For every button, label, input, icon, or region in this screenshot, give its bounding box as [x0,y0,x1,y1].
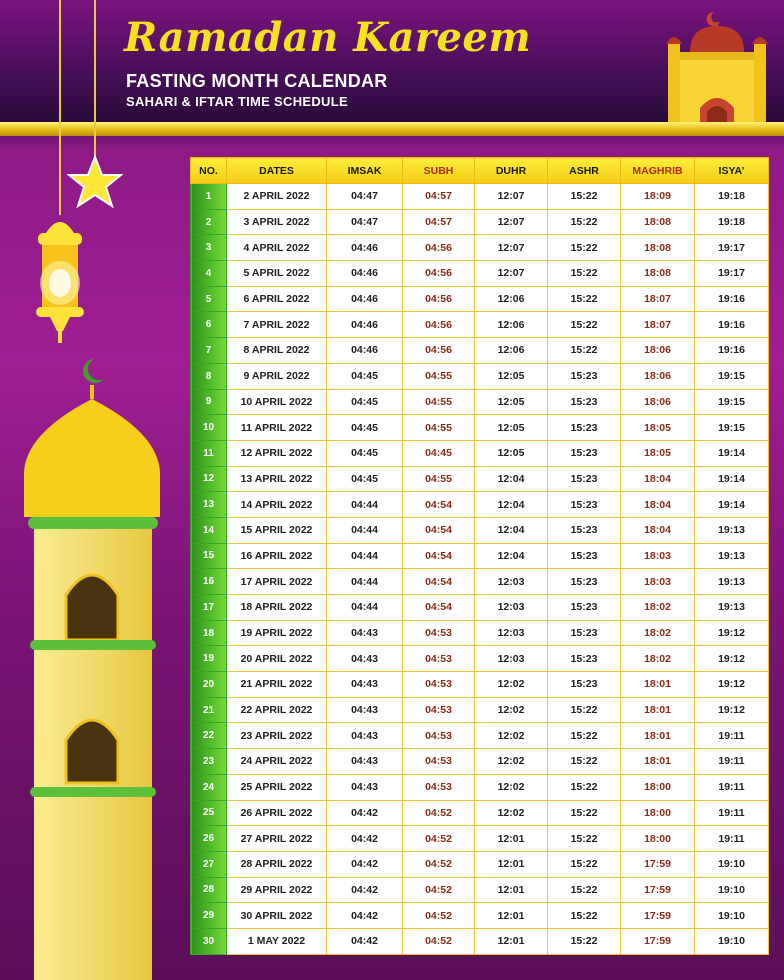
cell-maghrib: 18:06 [621,389,695,415]
cell-subh: 04:55 [403,466,475,492]
cell-isya: 19:13 [695,517,769,543]
cell-no: 16 [191,569,227,595]
cell-no: 12 [191,466,227,492]
cell-imsak: 04:44 [327,492,403,518]
prayer-time-table [190,157,769,955]
cell-imsak: 04:45 [327,466,403,492]
table-row [191,826,769,852]
cell-duhr: 12:01 [475,851,548,877]
table-row [191,466,769,492]
cell-ashr: 15:23 [548,389,621,415]
cell-no: 21 [191,697,227,723]
cell-date: 15 APRIL 2022 [227,517,327,543]
table-row [191,723,769,749]
cell-ashr: 15:23 [548,363,621,389]
table-row [191,517,769,543]
cell-subh: 04:55 [403,415,475,441]
cell-no: 27 [191,851,227,877]
cell-subh: 04:52 [403,903,475,929]
table-row [191,543,769,569]
cell-imsak: 04:42 [327,903,403,929]
table-header-row [191,158,769,184]
cell-ashr: 15:22 [548,774,621,800]
cell-duhr: 12:02 [475,800,548,826]
table-row [191,774,769,800]
cell-imsak: 04:42 [327,851,403,877]
cell-no: 26 [191,826,227,852]
cell-isya: 19:11 [695,749,769,775]
cell-subh: 04:57 [403,209,475,235]
cell-isya: 19:15 [695,389,769,415]
mosque-illustration-icon [660,4,772,124]
table-row [191,620,769,646]
cell-date: 13 APRIL 2022 [227,466,327,492]
cell-maghrib: 18:00 [621,774,695,800]
cell-ashr: 15:23 [548,569,621,595]
cell-no: 15 [191,543,227,569]
cell-imsak: 04:44 [327,543,403,569]
cell-no: 14 [191,517,227,543]
cell-isya: 19:15 [695,415,769,441]
cell-date: 16 APRIL 2022 [227,543,327,569]
cell-no: 20 [191,672,227,698]
cell-date: 7 APRIL 2022 [227,312,327,338]
cell-duhr: 12:07 [475,209,548,235]
cell-date: 10 APRIL 2022 [227,389,327,415]
cell-isya: 19:10 [695,851,769,877]
cell-subh: 04:53 [403,723,475,749]
cell-isya: 19:10 [695,903,769,929]
cell-subh: 04:54 [403,492,475,518]
cell-maghrib: 17:59 [621,903,695,929]
cell-duhr: 12:02 [475,749,548,775]
cell-imsak: 04:46 [327,312,403,338]
cell-duhr: 12:03 [475,595,548,621]
cell-maghrib: 18:04 [621,492,695,518]
cell-ashr: 15:22 [548,235,621,261]
column-header-duhr: DUHR [475,158,548,184]
cell-subh: 04:45 [403,440,475,466]
cell-subh: 04:56 [403,312,475,338]
cell-imsak: 04:45 [327,415,403,441]
cell-no: 11 [191,440,227,466]
cell-imsak: 04:47 [327,209,403,235]
cell-no: 18 [191,620,227,646]
cell-imsak: 04:43 [327,723,403,749]
cell-date: 29 APRIL 2022 [227,877,327,903]
cell-maghrib: 18:05 [621,440,695,466]
cell-maghrib: 18:01 [621,749,695,775]
cell-imsak: 04:47 [327,184,403,210]
column-header-maghrib: MAGHRIB [621,158,695,184]
column-header-isya: ISYA’ [695,158,769,184]
cell-date: 30 APRIL 2022 [227,903,327,929]
cell-isya: 19:16 [695,286,769,312]
table-row [191,261,769,287]
cell-date: 5 APRIL 2022 [227,261,327,287]
cell-ashr: 15:22 [548,903,621,929]
cell-date: 2 APRIL 2022 [227,184,327,210]
cell-ashr: 15:23 [548,595,621,621]
cell-maghrib: 18:07 [621,312,695,338]
table-row [191,672,769,698]
cell-subh: 04:53 [403,646,475,672]
cell-subh: 04:54 [403,543,475,569]
cell-duhr: 12:02 [475,723,548,749]
cell-duhr: 12:04 [475,517,548,543]
column-header-no: NO. [191,158,227,184]
cell-imsak: 04:46 [327,286,403,312]
table-row [191,800,769,826]
cell-ashr: 15:23 [548,543,621,569]
star-icon [67,155,123,209]
cell-isya: 19:12 [695,646,769,672]
cell-date: 3 APRIL 2022 [227,209,327,235]
cell-subh: 04:56 [403,338,475,364]
table-row [191,697,769,723]
cell-date: 27 APRIL 2022 [227,826,327,852]
hanging-string [59,0,61,215]
table-row [191,903,769,929]
cell-imsak: 04:45 [327,389,403,415]
cell-ashr: 15:22 [548,261,621,287]
cell-imsak: 04:46 [327,338,403,364]
cell-no: 8 [191,363,227,389]
cell-duhr: 12:05 [475,389,548,415]
cell-duhr: 12:02 [475,774,548,800]
cell-maghrib: 18:01 [621,723,695,749]
cell-maghrib: 17:59 [621,851,695,877]
cell-imsak: 04:43 [327,672,403,698]
cell-date: 20 APRIL 2022 [227,646,327,672]
cell-date: 8 APRIL 2022 [227,338,327,364]
cell-duhr: 12:04 [475,543,548,569]
column-header-subh: SUBH [403,158,475,184]
cell-no: 1 [191,184,227,210]
hanging-string [94,0,96,162]
table-row [191,286,769,312]
cell-subh: 04:52 [403,800,475,826]
cell-subh: 04:53 [403,672,475,698]
cell-duhr: 12:06 [475,286,548,312]
cell-maghrib: 18:03 [621,569,695,595]
cell-isya: 19:10 [695,928,769,954]
cell-duhr: 12:03 [475,569,548,595]
cell-maghrib: 18:04 [621,517,695,543]
cell-no: 4 [191,261,227,287]
cell-ashr: 15:22 [548,877,621,903]
cell-maghrib: 18:08 [621,235,695,261]
table-row [191,749,769,775]
cell-subh: 04:55 [403,389,475,415]
cell-duhr: 12:01 [475,877,548,903]
cell-maghrib: 17:59 [621,928,695,954]
page-subtitle: FASTING MONTH CALENDAR [126,71,388,91]
cell-ashr: 15:23 [548,440,621,466]
cell-duhr: 12:05 [475,415,548,441]
cell-ashr: 15:23 [548,672,621,698]
cell-ashr: 15:22 [548,826,621,852]
table-row [191,928,769,954]
cell-ashr: 15:23 [548,466,621,492]
cell-ashr: 15:23 [548,646,621,672]
schedule-table-container [190,157,768,955]
cell-no: 29 [191,903,227,929]
cell-isya: 19:18 [695,184,769,210]
cell-isya: 19:17 [695,235,769,261]
cell-isya: 19:16 [695,338,769,364]
cell-date: 6 APRIL 2022 [227,286,327,312]
cell-subh: 04:56 [403,261,475,287]
cell-subh: 04:54 [403,595,475,621]
cell-subh: 04:52 [403,928,475,954]
cell-duhr: 12:05 [475,440,548,466]
cell-maghrib: 18:02 [621,646,695,672]
cell-no: 30 [191,928,227,954]
cell-isya: 19:15 [695,363,769,389]
cell-duhr: 12:07 [475,235,548,261]
cell-ashr: 15:23 [548,415,621,441]
cell-no: 10 [191,415,227,441]
cell-maghrib: 18:08 [621,261,695,287]
cell-date: 14 APRIL 2022 [227,492,327,518]
cell-ashr: 15:22 [548,723,621,749]
cell-ashr: 15:22 [548,338,621,364]
gold-divider-bar [0,122,784,136]
cell-isya: 19:11 [695,774,769,800]
cell-subh: 04:53 [403,620,475,646]
cell-isya: 19:13 [695,569,769,595]
cell-subh: 04:55 [403,363,475,389]
cell-maghrib: 18:03 [621,543,695,569]
cell-isya: 19:12 [695,672,769,698]
cell-imsak: 04:42 [327,928,403,954]
table-row [191,492,769,518]
cell-ashr: 15:22 [548,928,621,954]
cell-ashr: 15:22 [548,697,621,723]
cell-subh: 04:53 [403,697,475,723]
cell-imsak: 04:45 [327,363,403,389]
cell-date: 11 APRIL 2022 [227,415,327,441]
cell-duhr: 12:01 [475,826,548,852]
column-header-imsak: IMSAK [327,158,403,184]
cell-isya: 19:11 [695,723,769,749]
cell-maghrib: 18:00 [621,826,695,852]
cell-isya: 19:10 [695,877,769,903]
cell-date: 21 APRIL 2022 [227,672,327,698]
cell-date: 17 APRIL 2022 [227,569,327,595]
cell-isya: 19:14 [695,466,769,492]
cell-no: 24 [191,774,227,800]
column-header-ashr: ASHR [548,158,621,184]
cell-subh: 04:53 [403,774,475,800]
cell-maghrib: 18:07 [621,286,695,312]
cell-duhr: 12:06 [475,338,548,364]
cell-no: 23 [191,749,227,775]
cell-imsak: 04:43 [327,646,403,672]
cell-maghrib: 18:01 [621,697,695,723]
cell-no: 9 [191,389,227,415]
cell-imsak: 04:43 [327,697,403,723]
page-subtitle-schedule: SAHARI & IFTAR TIME SCHEDULE [126,94,348,109]
cell-subh: 04:52 [403,826,475,852]
cell-isya: 19:17 [695,261,769,287]
cell-imsak: 04:46 [327,261,403,287]
cell-subh: 04:53 [403,749,475,775]
cell-duhr: 12:07 [475,261,548,287]
cell-no: 3 [191,235,227,261]
cell-maghrib: 18:02 [621,595,695,621]
cell-subh: 04:54 [403,517,475,543]
cell-imsak: 04:43 [327,774,403,800]
cell-duhr: 12:02 [475,672,548,698]
cell-ashr: 15:22 [548,749,621,775]
cell-date: 22 APRIL 2022 [227,697,327,723]
table-row [191,389,769,415]
cell-subh: 04:54 [403,569,475,595]
table-row [191,415,769,441]
table-row [191,312,769,338]
cell-subh: 04:52 [403,851,475,877]
cell-no: 25 [191,800,227,826]
cell-ashr: 15:22 [548,209,621,235]
cell-subh: 04:52 [403,877,475,903]
cell-isya: 19:18 [695,209,769,235]
cell-imsak: 04:45 [327,440,403,466]
cell-isya: 19:14 [695,492,769,518]
table-row [191,184,769,210]
cell-ashr: 15:22 [548,800,621,826]
cell-no: 5 [191,286,227,312]
cell-maghrib: 17:59 [621,877,695,903]
cell-duhr: 12:07 [475,184,548,210]
minaret-illustration-icon [22,355,162,980]
cell-date: 4 APRIL 2022 [227,235,327,261]
cell-ashr: 15:23 [548,620,621,646]
cell-maghrib: 18:06 [621,338,695,364]
cell-ashr: 15:22 [548,312,621,338]
cell-duhr: 12:06 [475,312,548,338]
cell-date: 28 APRIL 2022 [227,851,327,877]
cell-date: 25 APRIL 2022 [227,774,327,800]
table-row [191,338,769,364]
cell-imsak: 04:42 [327,826,403,852]
cell-maghrib: 18:04 [621,466,695,492]
cell-duhr: 12:04 [475,466,548,492]
cell-date: 19 APRIL 2022 [227,620,327,646]
cell-date: 18 APRIL 2022 [227,595,327,621]
cell-subh: 04:56 [403,286,475,312]
cell-ashr: 15:23 [548,517,621,543]
cell-imsak: 04:46 [327,235,403,261]
cell-isya: 19:13 [695,543,769,569]
cell-isya: 19:12 [695,620,769,646]
cell-no: 28 [191,877,227,903]
cell-ashr: 15:22 [548,286,621,312]
cell-maghrib: 18:05 [621,415,695,441]
cell-maghrib: 18:00 [621,800,695,826]
cell-maghrib: 18:02 [621,620,695,646]
cell-isya: 19:11 [695,826,769,852]
cell-maghrib: 18:06 [621,363,695,389]
cell-no: 2 [191,209,227,235]
cell-imsak: 04:43 [327,749,403,775]
cell-ashr: 15:22 [548,184,621,210]
cell-duhr: 12:04 [475,492,548,518]
cell-date: 1 MAY 2022 [227,928,327,954]
lantern-icon [30,205,90,345]
page-title: Ramadan Kareem [124,14,532,61]
table-row [191,440,769,466]
cell-date: 23 APRIL 2022 [227,723,327,749]
cell-isya: 19:14 [695,440,769,466]
cell-imsak: 04:44 [327,517,403,543]
column-header-dates: DATES [227,158,327,184]
cell-duhr: 12:03 [475,646,548,672]
cell-subh: 04:56 [403,235,475,261]
cell-isya: 19:13 [695,595,769,621]
cell-maghrib: 18:09 [621,184,695,210]
cell-ashr: 15:23 [548,492,621,518]
cell-imsak: 04:42 [327,877,403,903]
cell-imsak: 04:43 [327,620,403,646]
cell-date: 24 APRIL 2022 [227,749,327,775]
cell-isya: 19:12 [695,697,769,723]
cell-imsak: 04:44 [327,569,403,595]
cell-imsak: 04:44 [327,595,403,621]
cell-maghrib: 18:08 [621,209,695,235]
cell-isya: 19:11 [695,800,769,826]
cell-no: 6 [191,312,227,338]
cell-maghrib: 18:01 [621,672,695,698]
cell-subh: 04:57 [403,184,475,210]
table-row [191,646,769,672]
table-row [191,595,769,621]
cell-isya: 19:16 [695,312,769,338]
cell-no: 19 [191,646,227,672]
cell-no: 22 [191,723,227,749]
table-row [191,363,769,389]
table-row [191,851,769,877]
cell-duhr: 12:01 [475,928,548,954]
cell-date: 12 APRIL 2022 [227,440,327,466]
cell-ashr: 15:22 [548,851,621,877]
table-row [191,235,769,261]
cell-date: 9 APRIL 2022 [227,363,327,389]
table-row [191,209,769,235]
cell-duhr: 12:02 [475,697,548,723]
cell-duhr: 12:03 [475,620,548,646]
cell-duhr: 12:05 [475,363,548,389]
cell-no: 7 [191,338,227,364]
table-row [191,877,769,903]
cell-no: 17 [191,595,227,621]
table-row [191,569,769,595]
cell-no: 13 [191,492,227,518]
cell-imsak: 04:42 [327,800,403,826]
cell-date: 26 APRIL 2022 [227,800,327,826]
cell-duhr: 12:01 [475,903,548,929]
